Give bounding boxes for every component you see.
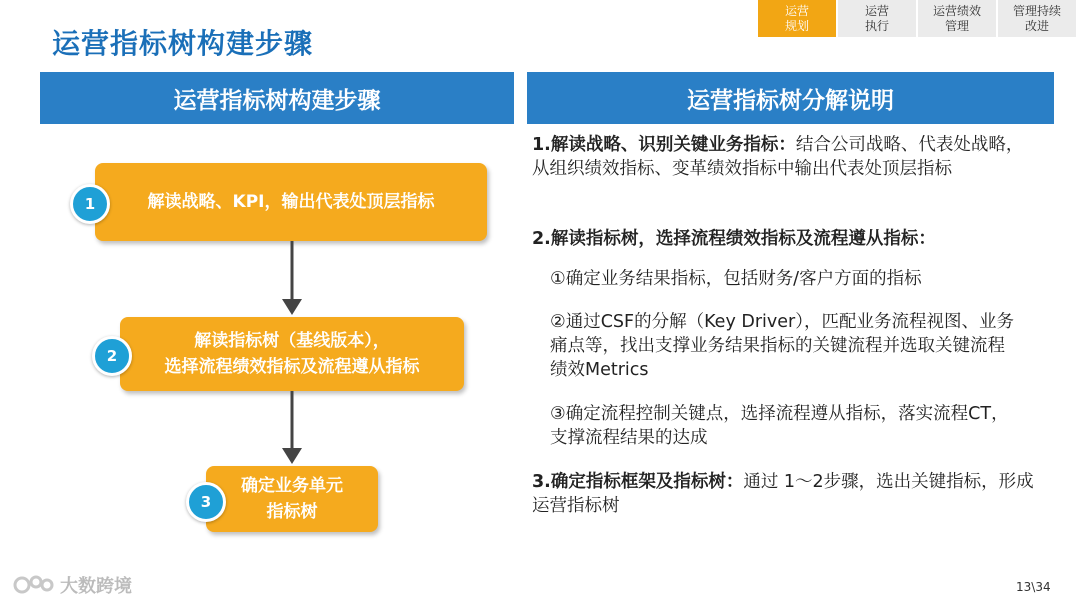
desc-item-2 (532, 227, 1037, 251)
step-number-3: 3 (186, 482, 226, 522)
desc-item-1-text: 结合公司战略、代表处战略，从组织绩效指标、变革绩效指标中输出代表处顶层指标 (532, 135, 1024, 179)
step-box-3 (206, 466, 378, 532)
page-title: 运营指标树构建步骤 (52, 27, 314, 60)
watermark (12, 572, 132, 598)
phase-tab-label: 管理持续 改进 (1012, 3, 1061, 33)
desc-item-3-text: 通过 1～2步骤，选出关键指标，形成运营指标树 (532, 472, 1034, 516)
step-box-2 (120, 317, 464, 391)
phase-tab-label: 运营 规划 (784, 3, 809, 33)
phase-tab-execution[interactable] (838, 0, 916, 37)
step-label: 确定业务单元 指标树 (241, 476, 343, 522)
step-label: 解读指标树（基线版本）， 选择流程绩效指标及流程遵从指标 (164, 331, 420, 377)
step-number-2: 2 (92, 336, 132, 376)
phase-tab-improvement[interactable] (998, 0, 1076, 37)
desc-item-1 (532, 133, 1037, 181)
step-label: 解读战略、KPI，输出代表处顶层指标 (147, 192, 435, 212)
watermark-logo-icon (12, 572, 54, 598)
desc-sub-1: ①确定业务结果指标，包括财务/客户方面的指标 (550, 269, 922, 289)
step-box-1 (95, 163, 487, 241)
page-number: 13\34 (1016, 580, 1051, 594)
left-section-header: 运营指标树构建步骤 (40, 72, 514, 124)
arrow-down-icon (280, 241, 304, 317)
right-section-header: 运营指标树分解说明 (527, 72, 1054, 124)
phase-tab-label: 运营 执行 (864, 3, 889, 33)
step-number-1: 1 (70, 184, 110, 224)
phase-tabs (758, 0, 1078, 37)
watermark-text: 大数跨境 (60, 576, 132, 597)
desc-item-2-heading: 2.解读指标树，选择流程绩效指标及流程遵从指标： (532, 229, 936, 249)
desc-sub-2: ②通过CSF的分解（Key Driver），匹配业务流程视图、业务痛点等，找出支撑业务结果指标的关键流程并选取关键流程绩效Metrics (550, 312, 1014, 380)
phase-tab-performance[interactable] (918, 0, 996, 37)
phase-tab-planning[interactable] (758, 0, 836, 37)
desc-sub-3: ③确定流程控制关键点，选择流程遵从指标，落实流程CT，支撑流程结果的达成 (550, 404, 1009, 448)
arrow-down-icon (280, 391, 304, 466)
desc-item-1-heading: 1.解读战略、识别关键业务指标： (532, 135, 796, 155)
phase-tab-label: 运营绩效 管理 (932, 3, 981, 33)
desc-item-3-heading: 3.确定指标框架及指标树： (532, 472, 744, 492)
desc-item-3 (532, 470, 1037, 518)
